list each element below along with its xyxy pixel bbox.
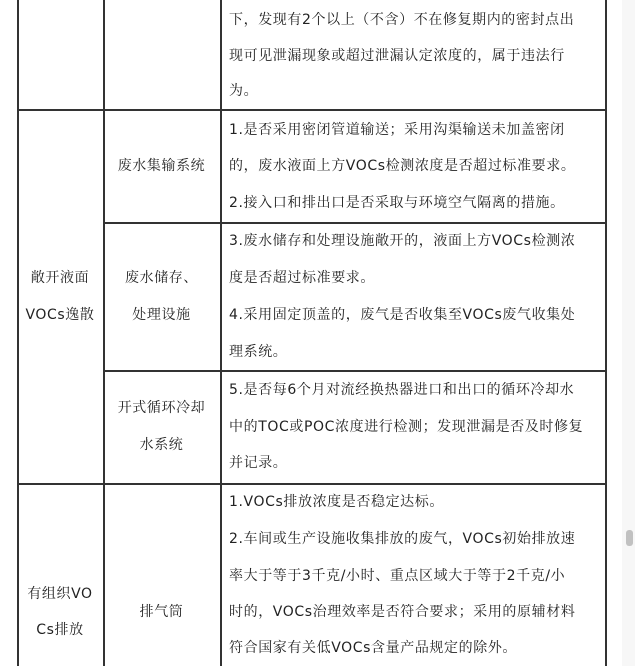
category-label: VOCs逸散 [25,307,95,323]
table-border-left [17,0,19,666]
requirement-text: 率大于等于3千克/小时、重点区域大于等于2千克/小 [229,568,566,584]
requirement-text: 时的，VOCs治理效率是否符合要求；采用的原辅材料 [229,604,576,620]
requirement-text: 1.是否采用密闭管道输送；采用沟渠输送未加盖密闭 [229,122,565,138]
row-divider [103,222,606,224]
subitem-label: 开式循环冷却 [117,400,206,416]
category-label: 有组织VO [27,586,93,602]
scrollbar-track[interactable] [622,0,635,666]
requirement-text: 2.车间或生产设施收集排放的废气，VOCs初始排放速 [229,531,576,547]
scrollbar-thumb[interactable] [626,530,633,546]
requirement-text: 理系统。 [229,344,288,360]
subitem-label: 水系统 [139,437,184,453]
table-border-right [605,0,607,666]
requirement-text: 并记录。 [229,455,288,471]
subitem-label: 处理设施 [132,307,191,323]
requirement-text: 下，发现有2个以上（不含）不在修复期内的密封点出 [229,12,575,28]
requirement-text: 度是否超过标准要求。 [229,270,375,286]
requirement-text: 符合国家有关低VOCs含量产品规定的除外。 [229,640,518,656]
requirement-text: 3.废水储存和处理设施敞开的，液面上方VOCs检测浓 [229,233,576,249]
requirement-text: 中的TOC或POC浓度进行检测；发现泄漏是否及时修复 [229,419,584,435]
requirement-text: 现可见泄漏现象或超过泄漏认定浓度的，属于违法行 [229,48,565,64]
subitem-label: 废水集输系统 [117,158,206,174]
category-label: Cs排放 [36,622,84,638]
category-label: 敞开液面 [30,270,90,286]
subitem-label: 废水储存、 [125,270,198,286]
requirement-text: 1.VOCs排放浓度是否稳定达标。 [229,494,444,510]
table-divider-subitem [220,0,222,666]
subitem-label: 排气筒 [139,604,184,620]
row-divider [17,109,606,111]
row-divider [103,370,606,372]
requirement-text: 的，废水液面上方VOCs检测浓度是否超过标准要求。 [229,158,576,174]
requirement-text: 5.是否每6个月对流经换热器进口和出口的循环冷却水 [229,382,575,398]
table-divider-category [103,0,105,666]
requirement-text: 2.接入口和排出口是否采取与环境空气隔离的措施。 [229,195,565,211]
row-divider [17,483,606,485]
requirement-text: 4.采用固定顶盖的，废气是否收集至VOCs废气收集处 [229,307,576,323]
requirement-text: 为。 [229,83,259,99]
